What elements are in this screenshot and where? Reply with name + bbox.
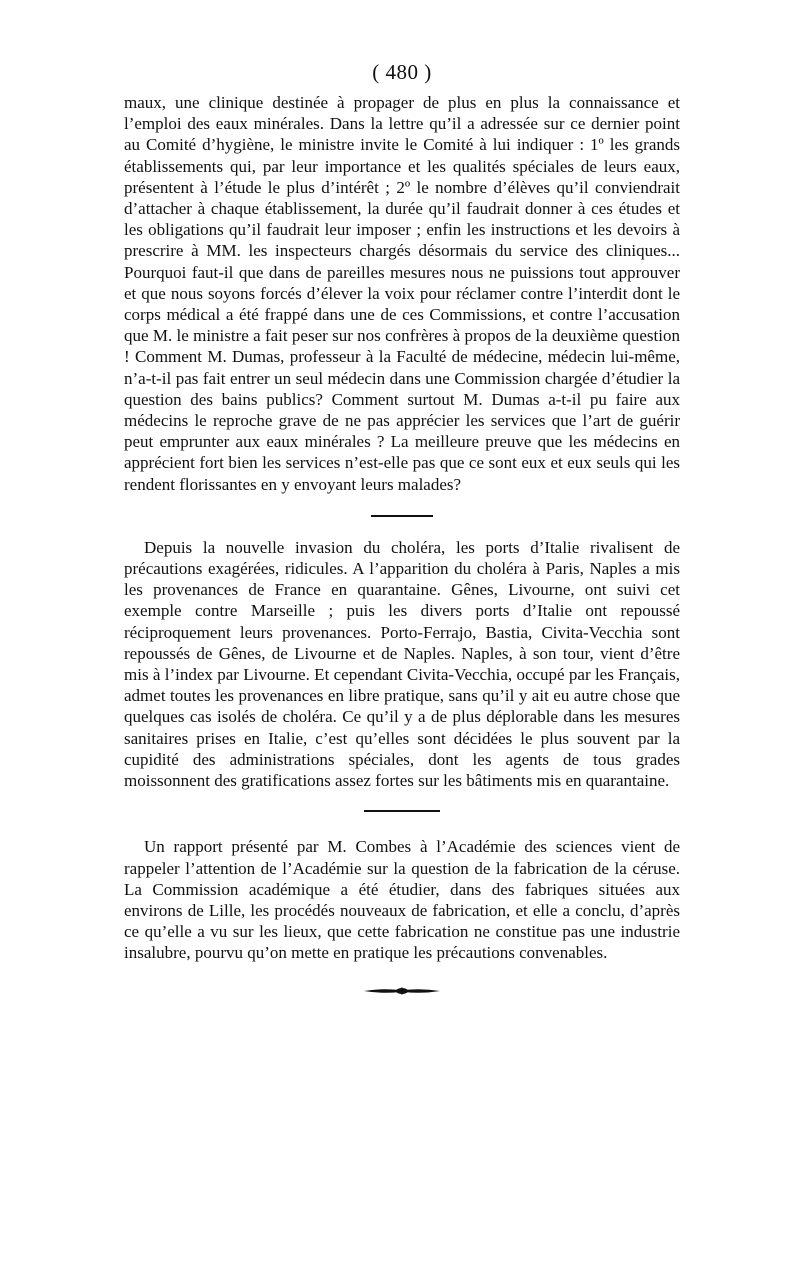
document-page bbox=[124, 58, 680, 998]
section-divider bbox=[371, 515, 433, 517]
paragraph-cholera-italy: Depuis la nouvelle invasion du choléra, les ports d’Italie rivalisent de précautions exagérées, ridicules. A l’apparition du choléra à Paris, Naples a mis les provenances de France en quarantaine. Gênes, Livourne, ont suivi cet exemple contre Marseille ; puis les divers ports d’Italie ont repoussé réciproquement leurs provenances. Porto-Ferrajo, Bastia, Civita-Vecchia sont repoussés de Gênes, de Livourne et de Naples. Naples, à son tour, vient d’être mis à l’index par Livourne. Et cependant Civita-Vecchia, occupé par les Français, admet toutes les provenances en libre pratique, sans qu’il y ait eu autre chose que quelques cas isolés de choléra. Ce qu’il y a de plus déplorable dans les mesures sanitaires prises en Italie, c’est qu’elles sont décidées le plus souvent par la cupidité des administrations spéciales, dont les agents de tous grades moissonnent des gratifications assez fortes sur les bâtiments mis en quarantaine. bbox=[124, 537, 680, 791]
end-ornament-icon bbox=[362, 984, 442, 998]
section-divider bbox=[364, 810, 440, 812]
paragraph-mineral-waters: maux, une clinique destinée à propager de plus en plus la connaissance et l’emploi des eaux minérales. Dans la lettre qu’il a adressée sur ce dernier point au Comité d’hygiène, le ministre invite le Comité à lui indiquer : 1º les grands établissements qui, par leur importance et les qualités spéciales de leurs eaux, présentent à l’étude le plus d’intérêt ; 2º le nombre d’élèves qu’il conviendrait d’attacher à chaque établissement, la durée qu’il faudrait donner à ces études et les obligations qu’il faudrait leur imposer ; enfin les instructions et les devoirs à prescrire à MM. les inspecteurs chargés désormais du service des cliniques... Pourquoi faut-il que dans de pareilles mesures nous ne puissions tout approuver et que nous soyons forcés d’élever la voix pour réclamer contre l’interdit dont le corps médical a été frappé dans une de ces Commissions, et contre l’accusation que M. le ministre a fait peser sur nos confrères à propos de la deuxième question ! Comment M. Dumas, professeur à la Faculté de médecine, médecin lui-même, n’a-t-il pas fait entrer un seul médecin dans une Commission chargée d’étudier la question des bains publics? Comment surtout M. Dumas a-t-il pu faire aux médecins le reproche grave de ne pas apprécier les services que l’art de guérir peut emprunter aux eaux minérales ? La meilleure preuve que les médecins en apprécient fort bien les services n’est-elle pas que ce sont eux et eux seuls qui les rendent florissantes en y envoyant leurs malades? bbox=[124, 93, 680, 494]
paragraph-ceruse-report: Un rapport présenté par M. Combes à l’Académie des sciences vient de rappeler l’attention de l’Académie sur la question de la fabrication de la céruse. La Commission académique a été étudier, dans des fabriques situées aux environs de Lille, les procédés nouveaux de fabrication, et elle a conclu, d’après ce qu’elle a vu sur les lieux, que cette fabrication ne constitue pas une industrie insalubre, pourvu qu’on mette en pratique les précautions convenables. bbox=[124, 837, 680, 963]
page-number: ( 480 ) bbox=[372, 60, 432, 84]
